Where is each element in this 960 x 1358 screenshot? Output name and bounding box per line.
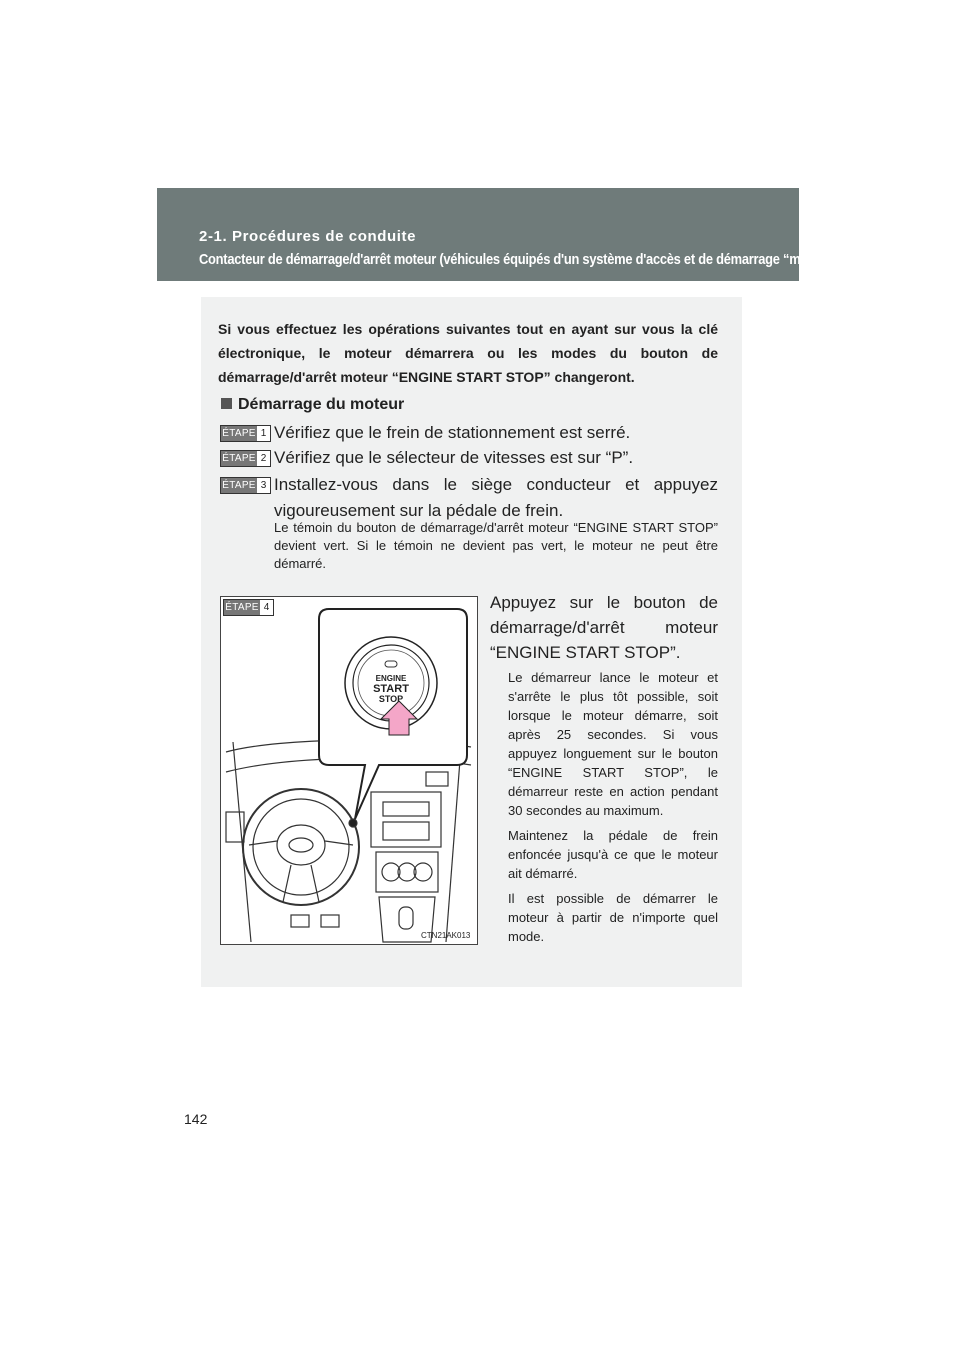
step-4-note-3: Il est possible de démarrer le moteur à partir de n'importe quel mode. bbox=[508, 891, 718, 944]
button-text-start: START bbox=[373, 683, 409, 695]
step-badge-number: 4 bbox=[263, 602, 270, 613]
step-badge-label: ÉTAPE bbox=[222, 428, 256, 439]
figure-code: CTN21AK013 bbox=[421, 931, 471, 940]
step-badge-label: ÉTAPE bbox=[225, 602, 259, 613]
step-badge-2 bbox=[220, 450, 271, 467]
dashboard-drawing bbox=[221, 597, 477, 944]
button-text-engine: ENGINE bbox=[375, 674, 407, 683]
section-title: 2-1. Procédures de conduite bbox=[199, 228, 417, 245]
step-badge-number: 2 bbox=[260, 453, 267, 464]
dashboard-illustration bbox=[220, 596, 478, 945]
step-badge-3 bbox=[220, 477, 271, 494]
subheading bbox=[221, 396, 404, 414]
square-bullet-icon bbox=[221, 398, 232, 409]
page-number: 142 bbox=[184, 1111, 208, 1127]
page-header bbox=[157, 188, 872, 281]
intro-paragraph: Si vous effectuez les opérations suivantes tout en ayant sur vous la clé électronique, le moteur démarrera ou les modes du bouton de démarrage/d'arrêt moteur “ENGINE START STOP” changeront. bbox=[218, 321, 718, 385]
step-1-text: Vérifiez que le frein de stationnement est serré. bbox=[274, 423, 631, 442]
button-text-stop: STOP bbox=[378, 694, 404, 704]
step-badge-number: 1 bbox=[260, 428, 267, 439]
step-4-note-1: Le démarreur lance le moteur et s'arrête le plus tôt possible, soit lorsque le moteur démarre, soit après 25 secondes. Si vous appuyez longuement sur le bouton “ENGINE START STOP”, le démarreur reste en action pendant 30 secondes au maximum. bbox=[508, 670, 718, 818]
step-badge-number: 3 bbox=[260, 480, 267, 491]
step-2-text: Vérifiez que le sélecteur de vitesses est sur “P”. bbox=[274, 448, 634, 467]
step-badge-label: ÉTAPE bbox=[222, 453, 256, 464]
step-4-note-2: Maintenez la pédale de frein enfoncée jusqu'à ce que le moteur ait démarré. bbox=[508, 828, 718, 881]
step-3-note: Le témoin du bouton de démarrage/d'arrêt moteur “ENGINE START STOP” devient vert. Si le témoin ne devient pas vert, le moteur ne peut être démarré. bbox=[274, 520, 718, 571]
step-4-text: Appuyez sur le bouton de démarrage/d'arrêt moteur “ENGINE START STOP”. bbox=[490, 593, 718, 662]
chapter-title: Contacteur de démarrage/d'arrêt moteur (véhicules équipés d'un système d'accès et de démarrage “mains libres”) bbox=[199, 251, 872, 268]
step-4-notes bbox=[508, 668, 718, 952]
step-3-text: Installez-vous dans le siège conducteur et appuyez vigoureusement sur la pédale de frein. bbox=[274, 475, 718, 520]
subheading-text: Démarrage du moteur bbox=[238, 396, 405, 413]
step-badge-label: ÉTAPE bbox=[222, 480, 256, 491]
step-badge-1 bbox=[220, 425, 271, 442]
